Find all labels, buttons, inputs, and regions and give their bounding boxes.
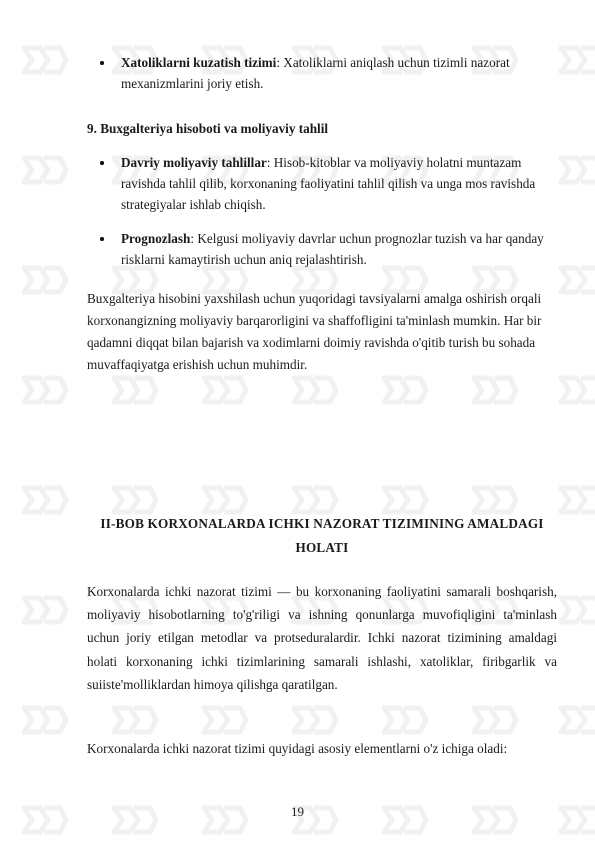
- watermark-icon: [18, 150, 70, 190]
- watermark-icon: [18, 40, 70, 80]
- watermark-icon: [555, 590, 595, 630]
- watermark-icon: [555, 480, 595, 520]
- list-item: [103, 228, 563, 270]
- watermark-icon: [198, 370, 250, 410]
- watermark-icon: [468, 700, 520, 740]
- watermark-icon: [198, 700, 250, 740]
- chapter-paragraph: Korxonalarda ichki nazorat tizimi — bu korxonaning faoliyatini samarali boshqarish, moliyaviy hisobotlarning to'g'riligi va ishning qonunlarga muvofiqligini ta'minlash uchun joriy etilgan metodlar va protseduralardir. Ichki nazorat tizimining amaldagi holati korxonaning ichki tizimlarining samarali ishlashi, xatoliklar, firibgarlik va suiiste'molliklardan himoya qilishga qaratilgan.: [87, 584, 557, 692]
- page-number: 19: [291, 804, 304, 819]
- list-item-text: : Xatoliklarni aniqlash uchun tizimli nazorat mexanizmlarini joriy etish.: [121, 55, 510, 91]
- section-heading: 9. Buxgalteriya hisoboti va moliyaviy tahlil: [87, 121, 329, 136]
- list-item: [103, 152, 563, 215]
- list-item-term: Davriy moliyaviy tahlillar: [121, 155, 267, 170]
- watermark-icon: [108, 700, 160, 740]
- list-item-text: : Kelgusi moliyaviy davrlar uchun prognozlar tuzish va har qanday risklarni kamaytirish uchun aniq rejalashtirish.: [121, 231, 544, 267]
- bullet-icon: [100, 161, 104, 165]
- watermark-icon: [288, 370, 340, 410]
- watermark-icon: [18, 480, 70, 520]
- watermark-icon: [555, 370, 595, 410]
- watermark-icon: [378, 370, 430, 410]
- bullet-icon: [100, 61, 104, 65]
- chapter-title: II-BOB KORXONALARDA ICHKI NAZORAT TIZIMINING AMALDAGI HOLATI: [100, 516, 544, 555]
- bullet-icon: [100, 237, 104, 241]
- watermark-icon: [468, 370, 520, 410]
- watermark-icon: [18, 370, 70, 410]
- watermark-icon: [18, 700, 70, 740]
- list-item-term: Xatoliklarni kuzatish tizimi: [121, 55, 277, 70]
- watermark-icon: [18, 590, 70, 630]
- list-item-text: : Hisob-kitoblar va moliyaviy holatni muntazam ravishda tahlil qilib, korxonaning faoliyatini tahlil qilish va unga mos ravishda strategiyalar ishlab chiqish.: [121, 155, 536, 212]
- watermark-icon: [18, 260, 70, 300]
- watermark-icon: [288, 700, 340, 740]
- list-item-term: Prognozlash: [121, 231, 191, 246]
- summary-paragraph: Buxgalteriya hisobini yaxshilash uchun yuqoridagi tavsiyalarni amalga oshirish orqali korxonangizning moliyaviy barqarorligini va shaffofligini ta'minlash mumkin. Har bir qadamni diqqat bilan bajarish va xodimlarni doimiy ravishda o'qitib turish bu sohada muvaffaqiyatga erishish uchun muhimdir.: [87, 291, 542, 372]
- list-item: [103, 52, 563, 94]
- watermark-icon: [555, 700, 595, 740]
- watermark-icon: [108, 370, 160, 410]
- chapter-paragraph-intro: Korxonalarda ichki nazorat tizimi quyidagi asosiy elementlarni o'z ichiga oladi:: [87, 741, 508, 756]
- watermark-icon: [378, 700, 430, 740]
